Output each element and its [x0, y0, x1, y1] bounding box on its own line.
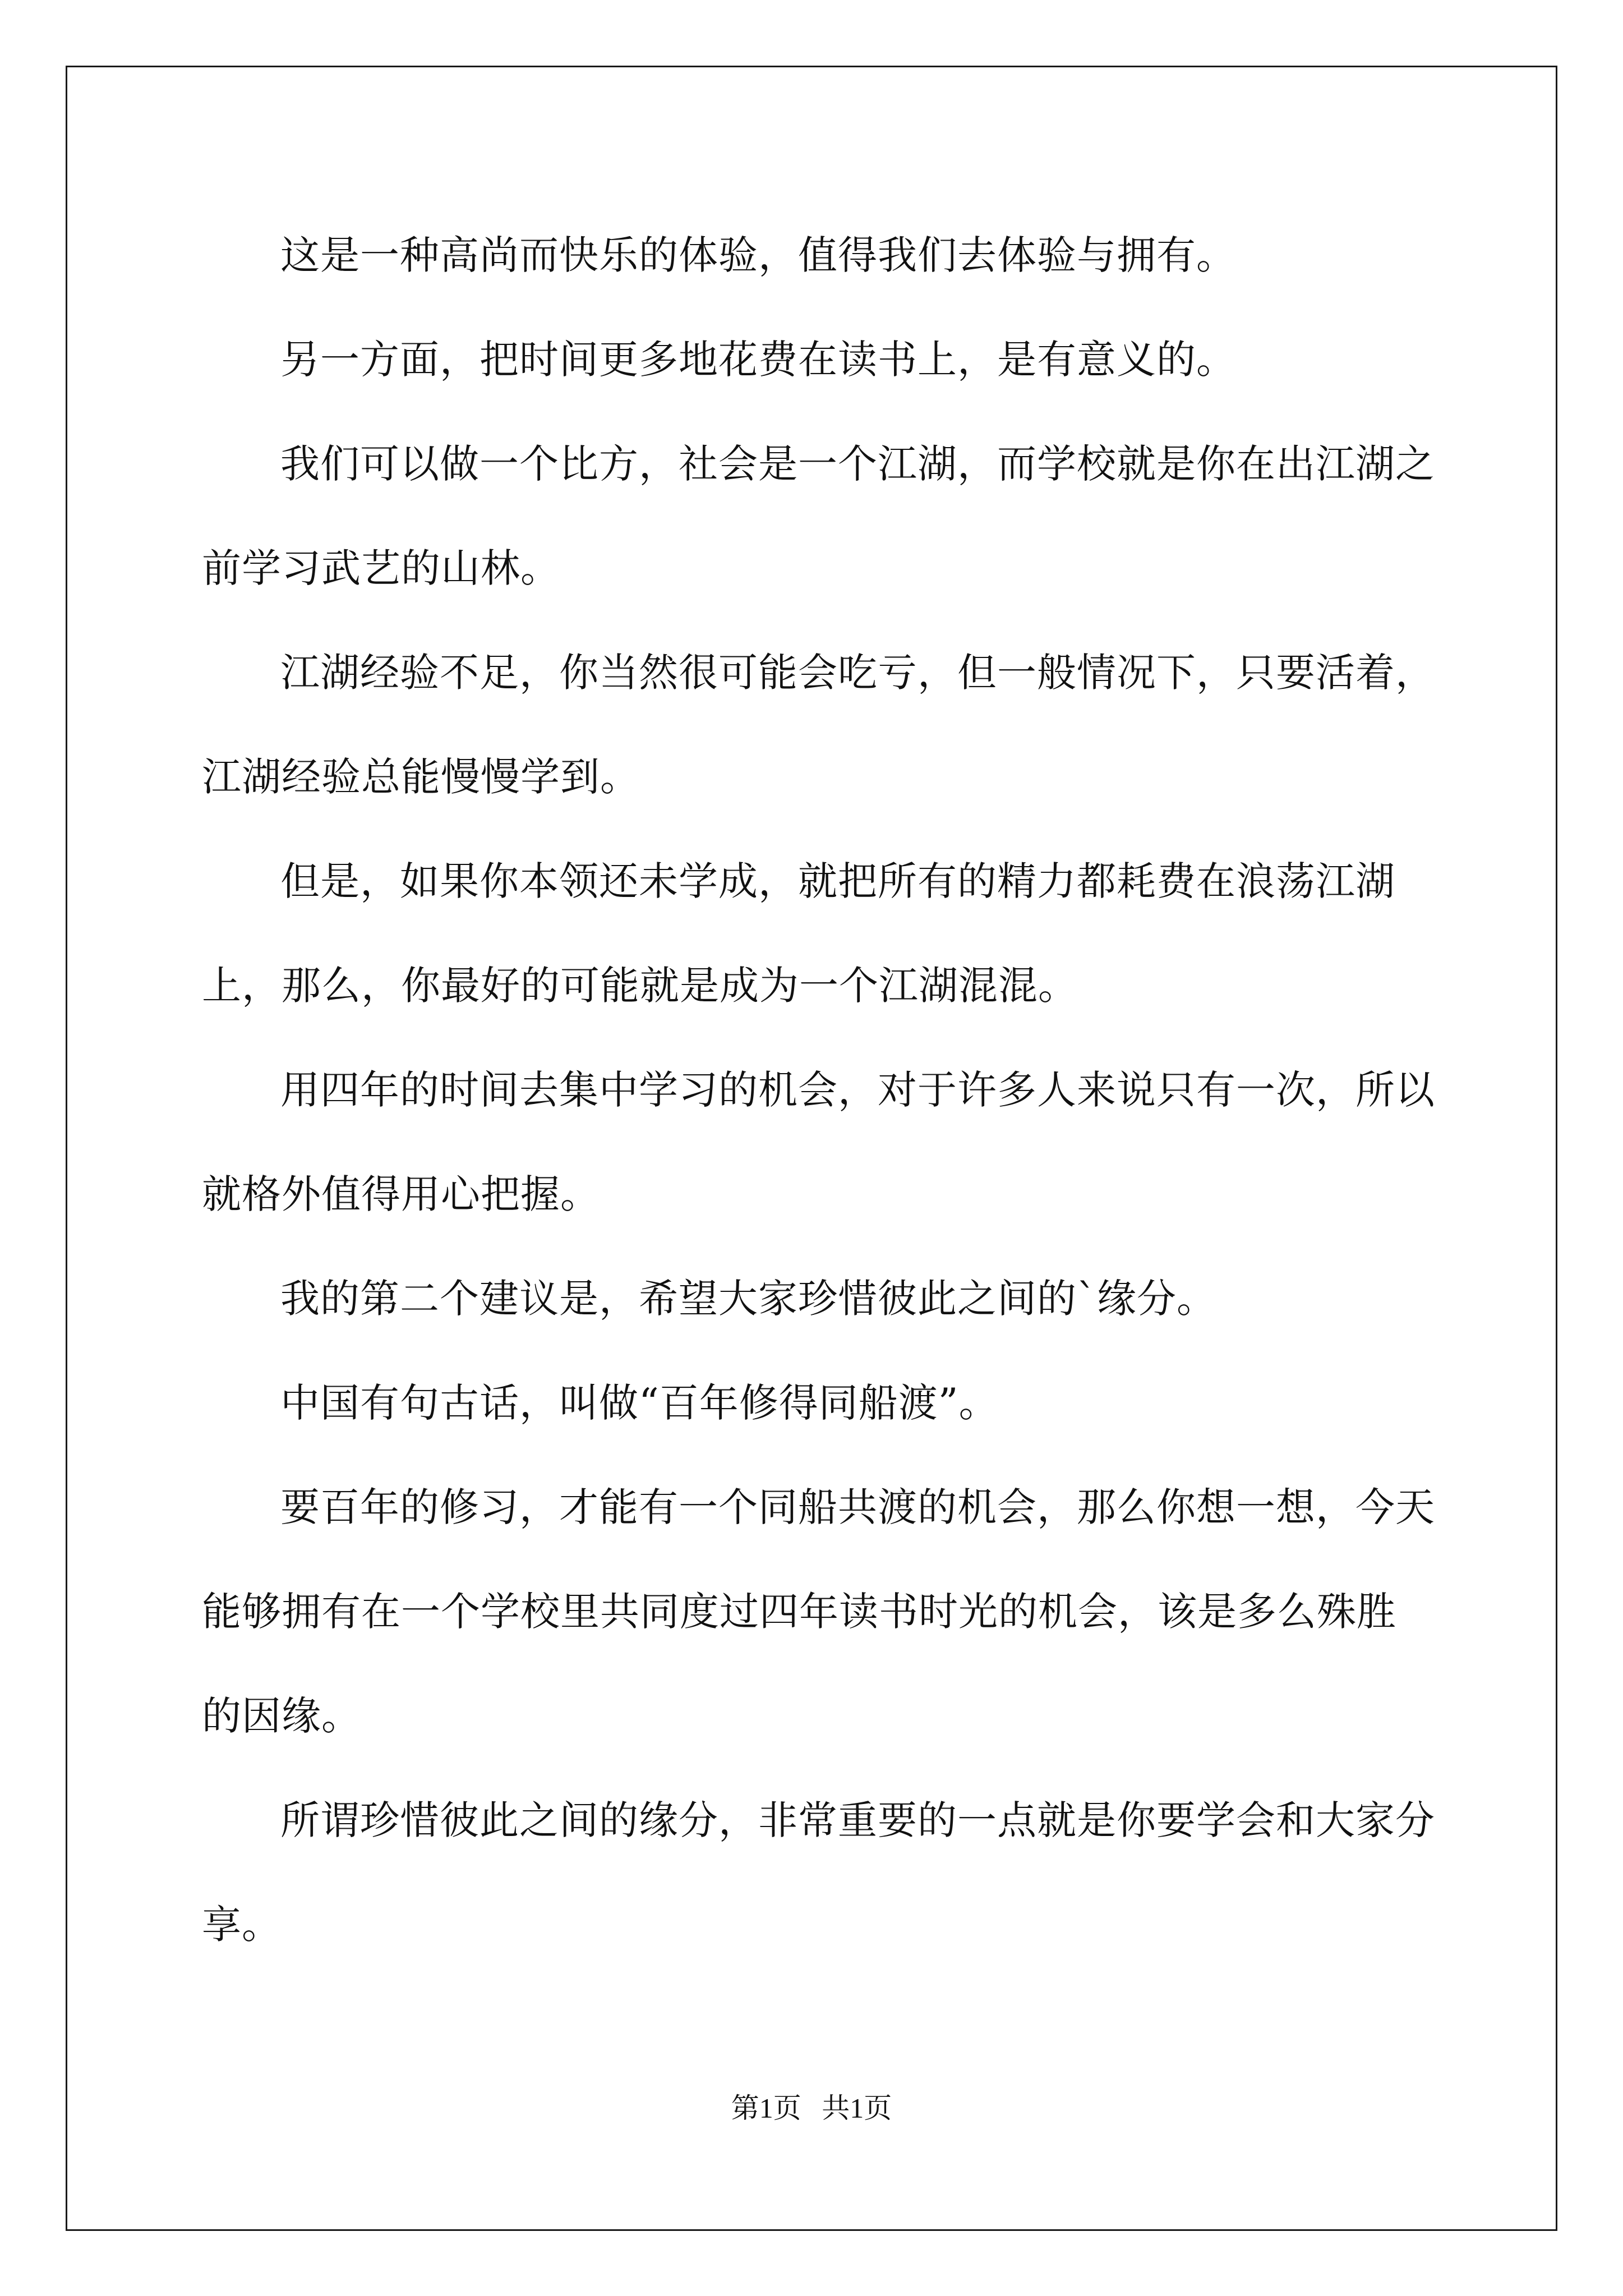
paragraph-1: 这是一种高尚而快乐的体验，值得我们去体验与拥有。 [280, 232, 1236, 278]
paragraph-3: 我们可以做一个比方，社会是一个江湖，而学校就是你在出江湖之前学习武艺的山林。 [202, 441, 1435, 591]
paragraph-5: 但是，如果你本领还未学成，就把所有的精力都耗费在浪荡江湖上，那么，你最好的可能就是成为一个江湖混混。 [202, 858, 1395, 1009]
page-total: 共1页 [822, 2092, 892, 2124]
paragraph-4: 江湖经验不足，你当然很可能会吃亏，但一般情况下，只要活着，江湖经验总能慢慢学到。 [202, 650, 1435, 800]
paragraph-8: 中国有句古话，叫做“百年修得同船渡”。 [280, 1380, 999, 1426]
paragraph-9: 要百年的修习，才能有一个同船共渡的机会，那么你想一想，今天能够拥有在一个学校里共同度过四年读书时光的机会，该是多么殊胜的因缘。 [202, 1484, 1435, 1739]
paragraph-6: 用四年的时间去集中学习的机会，对于许多人来说只有一次，所以就格外值得用心把握。 [202, 1067, 1435, 1217]
paragraph-10: 所谓珍惜彼此之间的缘分，非常重要的一点就是你要学会和大家分享。 [202, 1797, 1435, 1948]
paragraph-2: 另一方面，把时间更多地花费在读书上，是有意义的。 [280, 337, 1236, 383]
page-footer [0, 2091, 1623, 2125]
document-body [202, 203, 1436, 1977]
paragraph-7: 我的第二个建议是，希望大家珍惜彼此之间的`缘分。 [280, 1276, 1216, 1322]
page-number: 第1页 [731, 2092, 801, 2124]
